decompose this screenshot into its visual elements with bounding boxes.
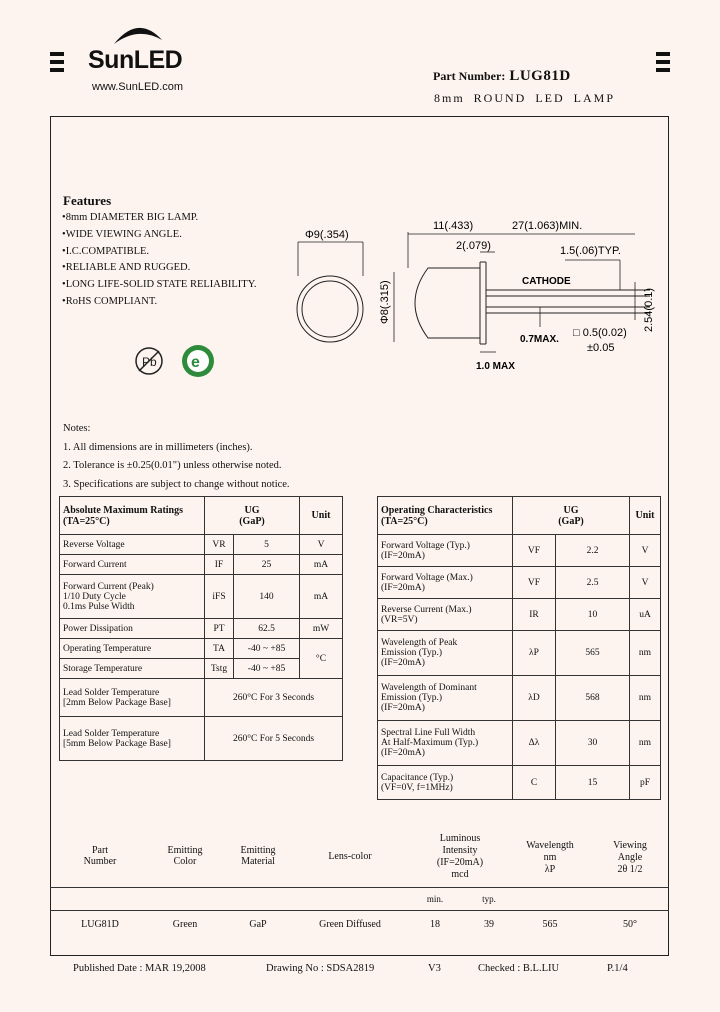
left-bars-decoration: [50, 52, 64, 76]
table-row: Forward Voltage (Max.) (IF=20mA) VF 2.5 V: [378, 567, 661, 599]
part-number-block: [433, 67, 571, 85]
feature-item: • 8mm DIAMETER BIG LAMP.: [62, 210, 257, 227]
table-row: Operating Temperature TA -40 ~ +85 °C: [60, 639, 343, 659]
features-title: Features: [63, 193, 112, 208]
abs-cond: (TA=25°C): [63, 515, 110, 527]
table-row: Spectral Line Full Width At Half-Maximum (Typ.) (IF=20mA) Δλ 30 nm: [378, 721, 661, 766]
footer-published: Published Date : MAR 19,2008: [73, 963, 206, 974]
product-subtitle: 8mm ROUND LED LAMP: [434, 91, 616, 105]
dim-15: 1.5(.06)TYP.: [560, 245, 621, 257]
table-row: Power Dissipation PT 62.5 mW: [60, 619, 343, 639]
feature-item: • RELIABLE AND RUGGED.: [62, 260, 257, 277]
lead-free-icon: [133, 345, 165, 377]
note-item: 1. All dimensions are in millimeters (inches).: [63, 441, 253, 453]
table-row: Lead Solder Temperature [2mm Below Package Base] 260°C For 3 Seconds: [60, 679, 343, 717]
notes-title: Notes:: [63, 423, 91, 434]
op-title: Operating Characteristics: [381, 504, 493, 516]
dim-27: 27(1.063)MIN.: [512, 220, 583, 232]
dim-254: 2.54(0.1): [643, 287, 655, 332]
footer-version: V3: [428, 963, 441, 974]
table-row: Storage Temperature Tstg -40 ~ +85: [60, 659, 343, 679]
cell-lens: Green Diffused: [319, 919, 381, 930]
abs-max-table: Absolute Maximum Ratings (TA=25°C) UG (GaP) Unit Reverse Voltage VR 5 V Forward Current IF 25 mA Forward Current (Peak) 1/10 Duty Cycle 0.1ms Pulse Width iFS 140 mA Power Dissipation PT 62.5 mW Operating Temperature TA -40 ~ +85 °C Storage Temperature Tstg -40 ~ +85 Lead Solder Temperature [2mm Below Package Base] 260°C For 3 Seconds Lead Solder Temperature [5mm Below Package Base] 260°C For 5 Seconds: [59, 496, 343, 761]
svg-text:e: e: [191, 354, 200, 371]
cell-typ: 39: [484, 919, 494, 930]
table-row: Forward Current (Peak) 1/10 Duty Cycle 0.1ms Pulse Width iFS 140 mA: [60, 575, 343, 619]
col-material-header: Emitting Material: [240, 845, 276, 867]
table-row: Wavelength of Dominant Emission (Typ.) (IF=20mA) λD 568 nm: [378, 676, 661, 721]
rohs-e-icon: [180, 343, 216, 379]
website-link[interactable]: www.SunLED.com: [92, 81, 184, 93]
footer-page: P.1/4: [607, 963, 628, 974]
part-number-value: LUG81D: [509, 68, 571, 84]
col-typ-header: typ.: [482, 894, 496, 904]
col-part-header: Part Number: [83, 845, 117, 867]
cell-min: 18: [430, 919, 440, 930]
note-item: 3. Specifications are subject to change without notice.: [63, 478, 290, 490]
table-row: Reverse Voltage VR 5 V: [60, 535, 343, 555]
cell-part: LUG81D: [81, 919, 119, 930]
cathode-label: CATHODE: [522, 276, 571, 287]
dimension-drawing: [290, 212, 670, 377]
dim-07max: 0.7MAX.: [520, 334, 559, 345]
cell-angle: 50°: [623, 919, 637, 930]
col-lens-header: Lens-color: [328, 851, 372, 862]
footer-drawing: Drawing No : SDSA2819: [266, 963, 375, 974]
table-row: Reverse Current (Max.) (VR=5V) IR 10 uA: [378, 599, 661, 631]
cell-material: GaP: [249, 919, 267, 930]
feature-item: • LONG LIFE-SOLID STATE RELIABILITY.: [62, 277, 257, 294]
col-luminous-header: Luminous Intensity (IF=20mA) mcd: [436, 833, 484, 880]
col-angle-header: Viewing Angle 2θ 1/2: [613, 840, 647, 875]
cell-color: Green: [172, 919, 198, 930]
logo-wordmark: SunLED: [88, 46, 183, 74]
table-row: Capacitance (Typ.) (VF=0V, f=1MHz) C 15 pF: [378, 766, 661, 800]
feature-item: • I.C.COMPATIBLE.: [62, 244, 257, 261]
op-cond: (TA=25°C): [381, 515, 428, 527]
table-row: Forward Voltage (Typ.) (IF=20mA) VF 2.2 V: [378, 535, 661, 567]
notes-block: [63, 420, 290, 494]
col-wavelength-header: Wavelength nm λP: [526, 840, 574, 875]
col-color-header: Emitting Color: [167, 845, 203, 867]
dim-lead: □ 0.5(0.02): [573, 327, 627, 339]
feature-item: • RoHS COMPLIANT.: [62, 294, 257, 311]
features-list: [62, 210, 257, 311]
part-number-label: Part Number:: [433, 69, 506, 83]
svg-text:Pb: Pb: [142, 355, 157, 369]
dim-side-diameter: Φ8(.315): [379, 280, 391, 324]
note-item: 2. Tolerance is ±0.25(0.01") unless otherwise noted.: [63, 460, 282, 472]
abs-title: Absolute Maximum Ratings: [63, 504, 184, 516]
table-row: Lead Solder Temperature [5mm Below Package Base] 260°C For 5 Seconds: [60, 717, 343, 761]
footer-checked: Checked : B.L.LIU: [478, 963, 560, 974]
right-bars-decoration: [656, 52, 670, 76]
dim-tolerance: ±0.05: [587, 342, 615, 354]
cell-wavelength: 565: [542, 919, 558, 930]
col-min-header: min.: [426, 894, 444, 904]
dim-2: 2(.079): [456, 240, 491, 252]
dim-11: 11(.433): [433, 220, 474, 232]
dim-top-diameter: Φ9(.354): [305, 229, 349, 241]
feature-item: • WIDE VIEWING ANGLE.: [62, 227, 257, 244]
operating-char-table: Operating Characteristics (TA=25°C) UG (GaP) Unit Forward Voltage (Typ.) (IF=20mA) VF 2.2 V Forward Voltage (Max.) (IF=20mA) VF 2.5 V Reverse Current (Max.) (VR=5V) IR 10 uA Wavelength of Peak Emission (Typ.) (IF=20mA) λP 565 nm Wavelength of Dominant Emission (Typ.) (IF=20mA) λD 568 nm Spectral Line Full Width At Half-Maximum (Typ.) (IF=20mA) Δλ 30 nm Capacitance (Typ.) (VF=0V, f=1MHz) C 15 pF: [377, 496, 661, 800]
table-row: Forward Current IF 25 mA: [60, 555, 343, 575]
logo-arc-icon: [112, 22, 164, 46]
table-row: Wavelength of Peak Emission (Typ.) (IF=20mA) λP 565 nm: [378, 631, 661, 676]
dim-10max: 1.0 MAX: [476, 361, 515, 372]
